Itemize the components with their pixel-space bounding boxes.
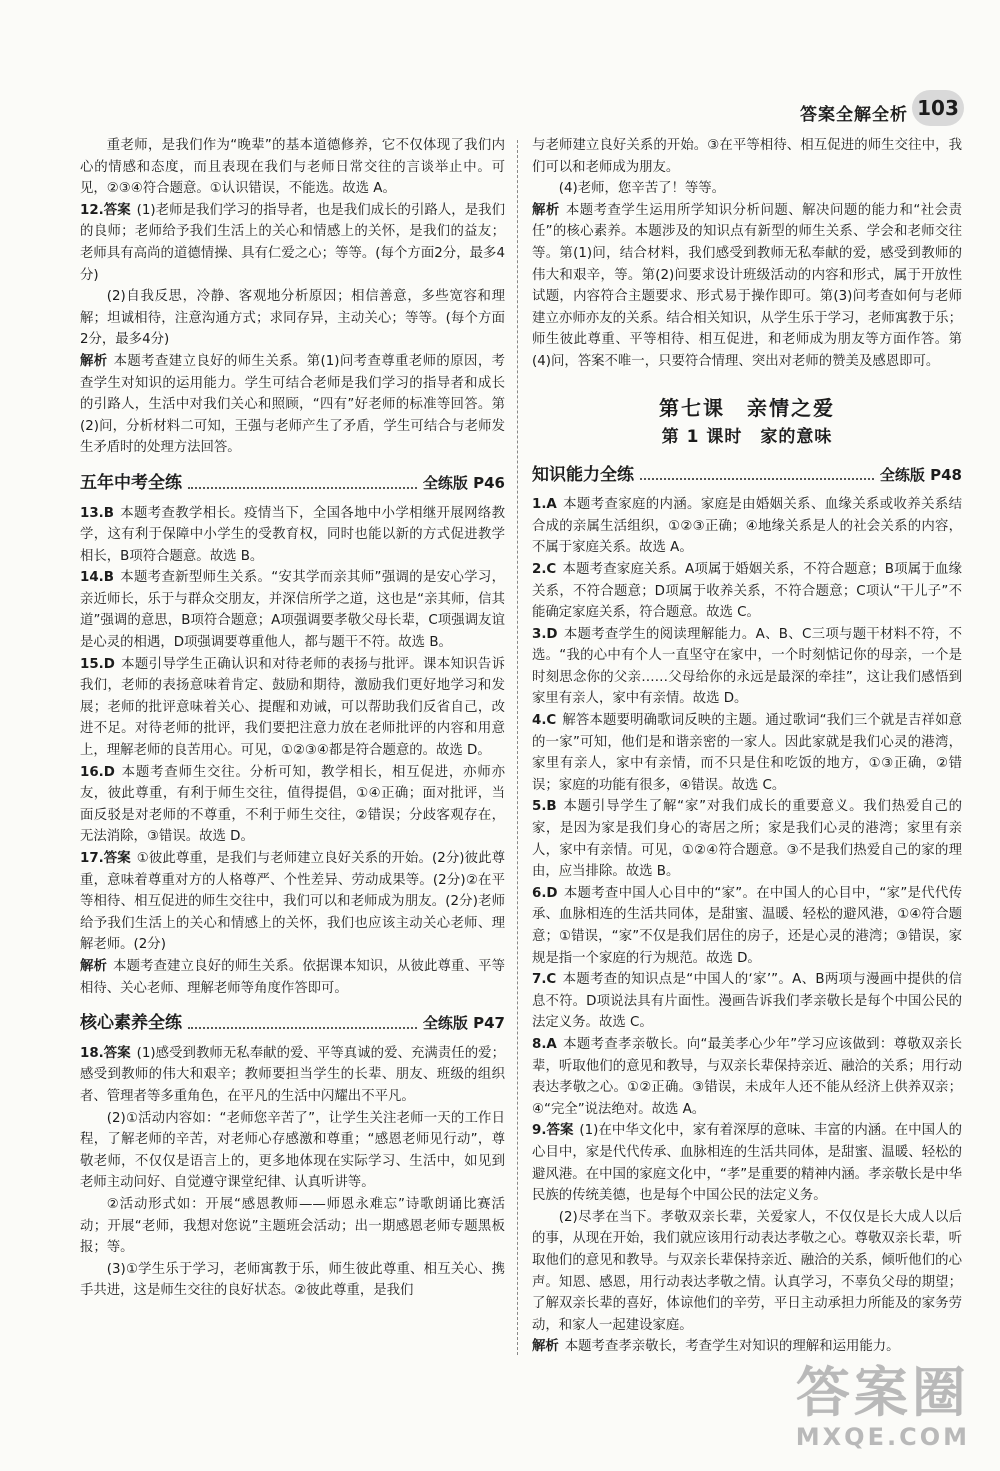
- section-title: 五年中考全练: [80, 472, 182, 493]
- continued-paragraph: 与老师建立良好关系的开始。③在平等相待、相互促进的师生交往中，我们可以和老师成为朋友。: [532, 138, 962, 175]
- q8-text: 本题考查孝亲敬长。向“最美孝心少年”学习应该做到：尊敬双亲长辈，听取他们的意见和教导，与双亲长辈保持亲近、融洽的关系；用行动表达孝敬之心。①②正确。③错误，未成年人还不能从经济上供养双亲；④“完全”说法绝对。故选 A。: [532, 1036, 962, 1117]
- left-column: [80, 135, 505, 1302]
- q14-text: 本题考查新型师生关系。“安其学而亲其师”强调的是安心学习，亲近师长，乐于与群众交朋友，并深信所学之道，这也是“亲其师，信其道”强调的意思，B项符合题意；A项强调要孝敬父母长辈，C项强调友谊是心灵的相遇，D项强调要尊重他人，都与题干不符。故选 B。: [80, 570, 505, 651]
- q14: [80, 567, 505, 653]
- q8-number: 8.A: [532, 1036, 557, 1052]
- q18-part5: (4)老师，您辛苦了！等等。: [558, 181, 726, 197]
- q18-part3: ②活动形式如：开展“感恩教师——师恩永难忘”诗歌朗诵比赛活动；开展“老师，我想对您说”主题班会活动；出一期感恩老师专题黑板报；等。: [80, 1196, 505, 1256]
- q7-text: 本题考查的知识点是“中国人的‘家’”。A、B两项与漫画中提供的信息不符。D项说法具有片面性。漫画告诉我们孝亲敬长是每个中国公民的法定义务。故选 C。: [532, 972, 962, 1031]
- q17-analysis-text: 本题考查建立良好的师生关系。依据课本知识，从彼此尊重、平等相待、关心老师、理解老师等角度作答即可。: [80, 958, 506, 996]
- section-ref: 全练版 P48: [879, 465, 962, 484]
- section-dots: [188, 487, 417, 489]
- q8: [532, 1034, 962, 1120]
- q2-text: 本题考查家庭关系。A项属于婚姻关系，不符合题意；B项属于血缘关系，不符合题意；D项属于收养关系，不符合题意；C项认“干儿子”不能确定家庭关系，符合题意。故选 C。: [532, 561, 962, 621]
- q5-text: 本题引导学生了解“家”对我们成长的重要意义。我们热爱自己的家，是因为家是我们身心的寄居之所；家是我们心灵的港湾；家里有亲人，家中有亲情。可见，①②④符合题意。③不是我们热爱自己的家的理由，应当排除。故选 B。: [532, 799, 962, 880]
- q6: [532, 883, 962, 969]
- q16-number: 16.D: [80, 764, 115, 780]
- q6-number: 6.D: [532, 885, 558, 901]
- q18-analysis-label: 解析: [532, 202, 560, 218]
- q5-number: 5.B: [532, 799, 557, 815]
- q17: [80, 848, 505, 956]
- q18-part4: (3)①学生乐于学习，老师寓教于乐，师生彼此尊重、相互关心、携手共进，这是师生交往的良好状态。②彼此尊重，是我们: [80, 1261, 505, 1299]
- continued-paragraph: 重老师，是我们作为“晚辈”的基本道德修养，它不仅体现了我们内心的情感和态度，而且表现在我们与老师日常交往的言谈举止中。可见，②③④符合题意。①认识错误，不能选。故选 A。: [80, 138, 505, 197]
- q18-text: (1)感受到教师无私奉献的爱、平等真诚的爱、充满责任的爱；感受到教师的伟大和艰辛；教师要担当学生的长辈、朋友、班级的组织者、管理者等多重角色，在平凡的生活中闪耀出不平凡。: [80, 1045, 505, 1104]
- section-title: 知识能力全练: [532, 464, 634, 485]
- q3-number: 3.D: [532, 626, 558, 642]
- q16-text: 本题考查师生交往。分析可知，教学相长，相互促进，亦师亦友，彼此尊重，有利于师生交往，值得提倡，①④正确；面对批评，当面反驳是对老师的不尊重，不利于师生交往，②错误；分歧客观存在，无法消除，③错误。故选 D。: [80, 764, 505, 845]
- q9-analysis-label: 解析: [532, 1339, 559, 1355]
- q13: [80, 503, 505, 568]
- page-header: [0, 90, 1000, 130]
- watermark-url: MXQE.COM: [795, 1423, 970, 1451]
- q12-answer-part2: (2)自我反思，冷静、客观地分析原因；相信善意，多些宽容和理解；坦诚相待，注意沟通方式；求同存异，主动关心；等等。(每个方面2分，最多4分): [80, 289, 505, 348]
- q9: [532, 1120, 962, 1206]
- q4: [532, 710, 962, 796]
- q3-text: 本题考查学生的阅读理解能力。A、B、C三项与题干材料不符，不选。“我的心中有个人一直坚守在家中，一个时刻惦记你的母亲，一个是时刻思念你的父亲……父母给你的永远是最深的牵挂”，这让我们感悟到家里有亲人，家中有亲情。故选 D。: [532, 626, 962, 707]
- q15-number: 15.D: [80, 656, 115, 672]
- page-number-badge: 103: [912, 90, 964, 126]
- q2-number: 2.C: [532, 561, 557, 577]
- q18-number: 18.答案: [80, 1045, 131, 1061]
- section-header-core: [80, 1013, 505, 1035]
- q9-part2: (2)尽孝在当下。孝敬双亲长辈，关爱家人，不仅仅是长大成人以后的事，从现在开始，我们就应该用行动表达孝敬之心。尊敬双亲长辈，听取他们的意见和教导。与双亲长辈保持亲近、融洽的关系，倾听他们的心声。知恩、感恩，用行动表达孝敬之情。认真学习，不辜负父母的期望；了解双亲长辈的喜好，体谅他们的辛劳，平日主动承担力所能及的家务劳动，和家人一起建设家庭。: [532, 1209, 962, 1333]
- q4-text: 解答本题要明确歌词反映的主题。通过歌词“我们三个就是吉祥如意的一家”可知，他们是和谐亲密的一家人。因此家就是我们心灵的港湾，家里有亲人，家中有亲情，而不只是住和吃饭的地方，①③正确，②错误；家庭的功能有很多，④错误。故选 C。: [532, 713, 962, 793]
- q16: [80, 762, 505, 848]
- q7-number: 7.C: [532, 972, 557, 988]
- q5: [532, 796, 962, 882]
- header-title: 答案全解全析: [800, 105, 908, 125]
- right-column: [532, 135, 962, 1358]
- section-ref: 全练版 P47: [422, 1014, 505, 1033]
- q9-text: (1)在中华文化中，家有着深厚的意味、丰富的内涵。在中国人的心目中，家是代代传承、血脉相连的生活共同体，是甜蜜、温暖、轻松的避风港。在中国的家庭文化中，“孝”是重要的精神内涵。孝亲敬长是中华民族的传统美德，也是每个中国公民的法定义务。: [532, 1123, 963, 1204]
- q9-number: 9.答案: [532, 1123, 574, 1139]
- section-dots: [640, 478, 874, 480]
- q6-text: 本题考查中国人心目中的“家”。在中国人的心目中，“家”是代代传承、血脉相连的生活共同体，是甜蜜、温暖、轻松的避风港，①④符合题意；①错误，“家”不仅是我们居住的房子，还是心灵的港湾；③错误，家规是指一个家庭的行为规范。故选 D。: [532, 885, 962, 966]
- section-ref: 全练版 P46: [422, 473, 505, 492]
- q15-text: 本题引导学生正确认识和对待老师的表扬与批评。课本知识告诉我们，老师的表扬意味着肯定、鼓励和期待，激励我们更好地学习和发展；老师的批评意味着关心、提醒和劝诫，可以帮助我们反省自己，改进不足。对待老师的批评，我们要把注意力放在老师批评的内容和用意上，理解老师的良苦用心。可见，①②③④都是符合题意的。故选 D。: [80, 656, 505, 759]
- lesson-subtitle: 第 1 课时 家的意味: [661, 426, 833, 447]
- section-header-five-year: [80, 473, 505, 495]
- q12-analysis-text: 本题考查建立良好的师生关系。第(1)问考查尊重老师的原因，考查学生对知识的运用能力。学生可结合老师是我们学习的指导者和成长的引路人，生活中对我们关心和照顾，“四有”好老师的标准等回答。第(2)问，分析材料二可知，王强与老师产生了矛盾，学生可结合与老师发生矛盾时的处理方法回答。: [80, 353, 506, 456]
- q1-text: 本题考查家庭的内涵。家庭是由婚姻关系、血缘关系或收养关系结合成的亲属生活组织，①②③正确；④地缘关系是人的社会关系的内容，不属于家庭关系。故选 A。: [532, 497, 962, 556]
- q12-number: 12.答案: [80, 202, 131, 218]
- q2: [532, 559, 962, 624]
- section-dots: [188, 1027, 417, 1029]
- q12-answer: [80, 200, 505, 286]
- q9-analysis-text: 本题考查孝亲敬长，考查学生对知识的理解和运用能力。: [564, 1339, 900, 1355]
- q18: [80, 1043, 505, 1108]
- q12-analysis-label: 解析: [80, 353, 108, 369]
- q17-analysis-label: 解析: [80, 958, 108, 974]
- q13-number: 13.B: [80, 505, 114, 521]
- q17-text: ①彼此尊重，是我们与老师建立良好关系的开始。(2分)彼此尊重，意味着尊重对方的人格尊严、个性差异、劳动成果等。(2分)②在平等相待、相互促进的师生交往中，我们可以和老师成为朋友。(2分)老师给予我们生活上的关心和情感上的关怀，我们也应该主动关心老师、理解老师。(2分): [80, 851, 505, 953]
- watermark-logo: [796, 1363, 970, 1451]
- q15: [80, 654, 505, 762]
- q17-number: 17.答案: [80, 851, 131, 866]
- q3: [532, 624, 962, 710]
- watermark-text: 答案圈: [795, 1361, 970, 1424]
- q1-number: 1.A: [532, 497, 557, 513]
- section-header-knowledge: [532, 465, 962, 487]
- q18-part2: (2)①活动内容如：“老师您辛苦了”，让学生关注老师一天的工作日程，了解老师的辛苦，对老师心存感激和尊重；“感恩老师见行动”，尊敬老师，不仅仅是语言上的，更多地体现在实际学习、生活中，如见到老师主动问好、自觉遵守课堂纪律、认真听讲等。: [80, 1110, 505, 1191]
- q12-analysis: [80, 351, 505, 459]
- q7: [532, 969, 962, 1034]
- q14-number: 14.B: [80, 570, 114, 586]
- q4-number: 4.C: [532, 713, 557, 729]
- q13-text: 本题考查教学相长。疫情当下，全国各地中小学相继开展网络教学，这有利于保障中小学生的受教育权，同时也能以新的方式促进教学相长，B项符合题意。故选 B。: [80, 505, 505, 564]
- q18-analysis-text: 本题考查学生运用所学知识分析问题、解决问题的能力和“社会责任”的核心素养。本题涉及的知识点有新型的师生关系、学会和老师交往等。第(1)问，结合材料，我们感受到教师无私奉献的爱，感受到教师的伟大和艰辛，等。第(2)问要求设计班级活动的内容和形式，属于开放性试题，内容符合主题要求、形式易于操作即可。第(3)问考查如何与老师建立亦师亦友的关系。结合相关知识，从学生乐于学习，老师寓教于乐；师生彼此尊重、平等相待、相互促进，和老师成为朋友等方面作答。第(4)问，答案不唯一，只要符合情理、突出对老师的赞美及感恩即可。: [532, 202, 963, 369]
- q9-analysis: [532, 1336, 962, 1358]
- section-title: 核心素养全练: [80, 1013, 182, 1034]
- q17-analysis: [80, 956, 505, 999]
- column-divider: [517, 140, 518, 1355]
- lesson-title: 第七课 亲情之爱: [659, 395, 835, 420]
- q18-analysis: [532, 200, 962, 373]
- q1: [532, 494, 962, 559]
- q12-text: (1)老师是我们学习的指导者，也是我们成长的引路人，是我们的良师；老师给予我们生活上的关心和情感上的关怀，是我们的益友；老师具有高尚的道德情操、具有仁爱之心；等等。(每个方面2分，最多4分): [80, 202, 505, 283]
